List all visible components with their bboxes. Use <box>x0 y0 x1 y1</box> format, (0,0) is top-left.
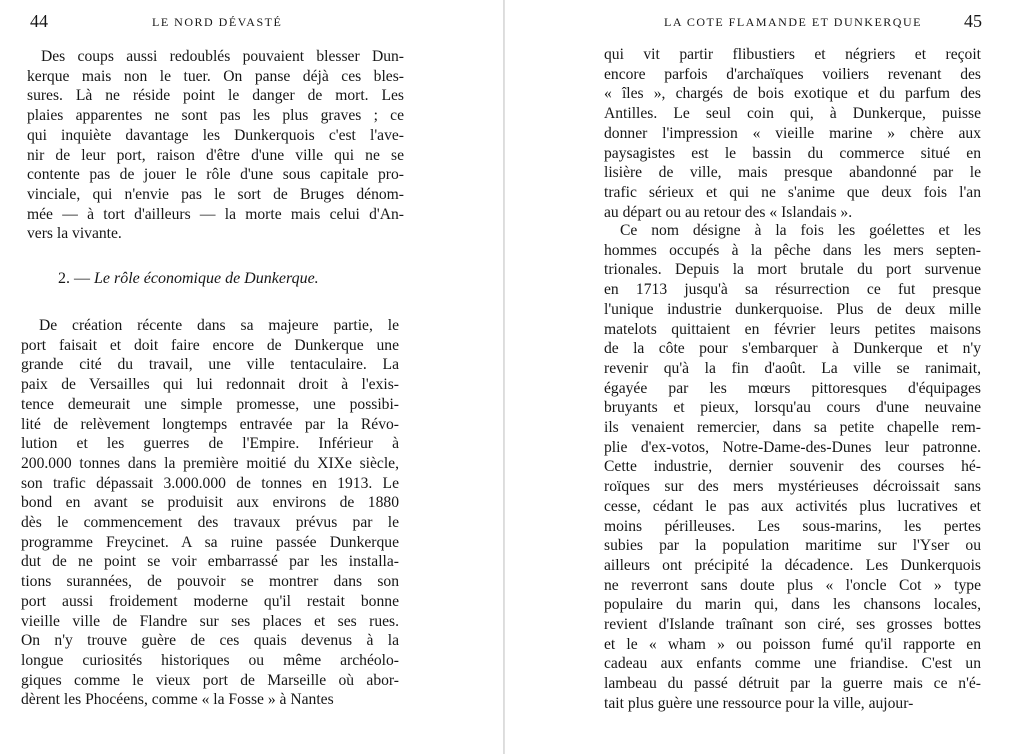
text-line: moins périlleuses. Les sous-marins, les pertes <box>604 517 981 535</box>
text-line: plaies apparentes ne sont pas les plus graves ; ce <box>27 107 404 125</box>
text-line: paysagistes est le bassin du commerce situé en <box>604 144 981 162</box>
text-line: tions surannées, de pouvoir se montrer dans son <box>21 573 399 591</box>
paragraph <box>21 316 399 710</box>
text-line: lisière de ville, mais presque abandonné par le <box>604 164 981 182</box>
text-line: dèrent les Phocéens, comme « la Fosse » à Nantes <box>21 691 334 709</box>
section-title: Le rôle économique de Dunkerque. <box>94 270 319 287</box>
paragraph <box>27 47 404 244</box>
text-line: 200.000 tonnes dans la première moitié du XIXe siècle, <box>21 454 399 472</box>
page-number: 45 <box>964 11 982 31</box>
text-line: De création récente dans sa majeure partie, le <box>39 317 399 334</box>
text-line: tence demeurait une simple promesse, une possibi- <box>21 395 399 413</box>
paragraph <box>604 45 981 222</box>
text-line: On n'y trouve guère de ces quais devenus à la <box>21 632 399 650</box>
text-line: port faisait et doit faire encore de Dunkerque une <box>21 336 399 354</box>
text-line: Ce nom désigne à la fois les goélettes et les <box>620 222 981 239</box>
text-line: plie d'ex-votos, Notre-Dame-des-Dunes leur patronne. <box>604 438 981 456</box>
text-line: Cette industrie, dernier souvenir des courses hé- <box>604 458 981 476</box>
text-line: « îles », chargés de bois exotique et du parfum des <box>604 85 981 103</box>
text-line: grande cité du travail, une ville tentaculaire. La <box>21 356 399 374</box>
section-number: 2. — <box>58 270 90 287</box>
text-line: cadeau aux enfants comme une friandise. C'est un <box>604 655 981 673</box>
text-line: ailleurs ont précipité la décadence. Les Dunkerquois <box>604 556 981 574</box>
section-heading <box>58 270 319 288</box>
text-line: vers la vivante. <box>27 225 122 243</box>
text-line: son trafic dépassait 3.000.000 de tonnes en 1913. Le <box>21 474 399 492</box>
text-line: donner l'impression « vieille marine » chère aux <box>604 124 981 142</box>
text-line: lution et les guerres de l'Empire. Inférieur à <box>21 435 399 453</box>
text-line: lité de relèvement longtemps entravée par la Révo- <box>21 415 399 433</box>
text-line: Antilles. Le seul coin qui, à Dunkerque, puisse <box>604 105 981 123</box>
text-line: lambeau du passé détruit par la guerre mais ce n'é- <box>604 675 981 693</box>
text-line: encore parfois d'archaïques voiliers revenant des <box>604 65 981 83</box>
text-line: revenir qu'à la fin d'août. La ville se ranimait, <box>604 359 981 377</box>
text-line: l'unique industrie dunkerquoise. Plus de deux mille <box>604 300 981 318</box>
page-number: 44 <box>30 11 48 31</box>
text-line: contente pas de jouer le rôle d'une sous capitale pro- <box>27 166 404 184</box>
text-line: subies par la population maritime sur l'Yser ou <box>604 537 981 555</box>
text-line: populaire du marin qui, dans les chansons locales, <box>604 596 981 614</box>
text-line: égayée par les mœurs pittoresques d'équipages <box>604 379 981 397</box>
text-line: vieille ville de Flandre sur ses places et ses rues. <box>21 612 399 630</box>
text-line: mée — à tort d'ailleurs — la morte mais celui d'An- <box>27 205 404 223</box>
text-line: sures. Là ne réside point le danger de mort. Les <box>27 87 404 105</box>
text-line: qui vit partir flibustiers et négriers et reçoit <box>604 46 981 63</box>
text-line: paix de Versailles qui lui redonnait droit à l'exis- <box>21 376 399 394</box>
text-line: kerque mais non le tuer. On panse déjà ces bles- <box>27 67 404 85</box>
text-line: bond en avant se produisit aux environs de 1880 <box>21 494 399 512</box>
text-line: port aussi froidement moderne qu'il restait bonne <box>21 592 399 610</box>
text-line: cesse, cédant le pas aux activités plus lucratives et <box>604 497 981 515</box>
right-page <box>512 0 1024 754</box>
text-line: et le « wham » ou poisson fumé qu'il rapporte en <box>604 635 981 653</box>
running-head: LE NORD DÉVASTÉ <box>152 15 283 29</box>
text-line: ils venaient remercier, dans sa petite chapelle rem- <box>604 419 981 437</box>
text-line: trionales. Depuis la mort brutale du port survenue <box>604 261 981 279</box>
text-line: dut de ne point se voir embarrassé par les installa- <box>21 553 399 571</box>
text-line: au départ ou au retour des « Islandais ». <box>604 203 853 221</box>
text-line: giques comme le vieux port de Marseille où abor- <box>21 671 399 689</box>
text-line: en 1713 jusqu'à sa résurrection ce fut presque <box>604 281 981 299</box>
text-line: longue curiosités historiques ou même archéolo- <box>21 651 399 669</box>
text-line: matelots quittaient en février leurs petites maisons <box>604 320 981 338</box>
text-line: nir de leur port, raison d'être d'une ville qui ne se <box>27 146 404 164</box>
left-page <box>0 0 500 754</box>
text-line: programme Freycinet. A sa ruine passée Dunkerque <box>21 533 399 551</box>
text-line: ne reverront sans doute plus « l'oncle Cot » type <box>604 576 981 594</box>
text-line: tait plus guère une ressource pour la ville, aujour- <box>604 694 914 712</box>
paragraph <box>604 221 981 714</box>
text-line: vinciale, qui n'envie pas le sort de Bruges dénom- <box>27 185 404 203</box>
running-head: LA COTE FLAMANDE ET DUNKERQUE <box>664 15 922 29</box>
text-line: qui inquiète davantage les Dunkerquois c'est l'ave- <box>27 126 404 144</box>
text-line: roïques sur des mers mystérieuses décroissait sans <box>604 478 981 496</box>
text-line: Des coups aussi redoublés pouvaient blesser Dun- <box>41 48 404 65</box>
text-line: de la côte pour s'embarquer à Dunkerque et n'y <box>604 340 981 358</box>
text-line: trafic sérieux et qui ne s'anime que deux fois l'an <box>604 183 981 201</box>
text-line: dès le commencement des travaux prévus par le <box>21 514 399 532</box>
text-line: hommes occupés à la pêche dans les mers septen- <box>604 241 981 259</box>
text-line: revient d'Islande traînant son ciré, ses grosses bottes <box>604 616 981 634</box>
book-gutter <box>503 0 505 754</box>
text-line: bruyants et pieux, lorsqu'au cours d'une neuvaine <box>604 399 981 417</box>
